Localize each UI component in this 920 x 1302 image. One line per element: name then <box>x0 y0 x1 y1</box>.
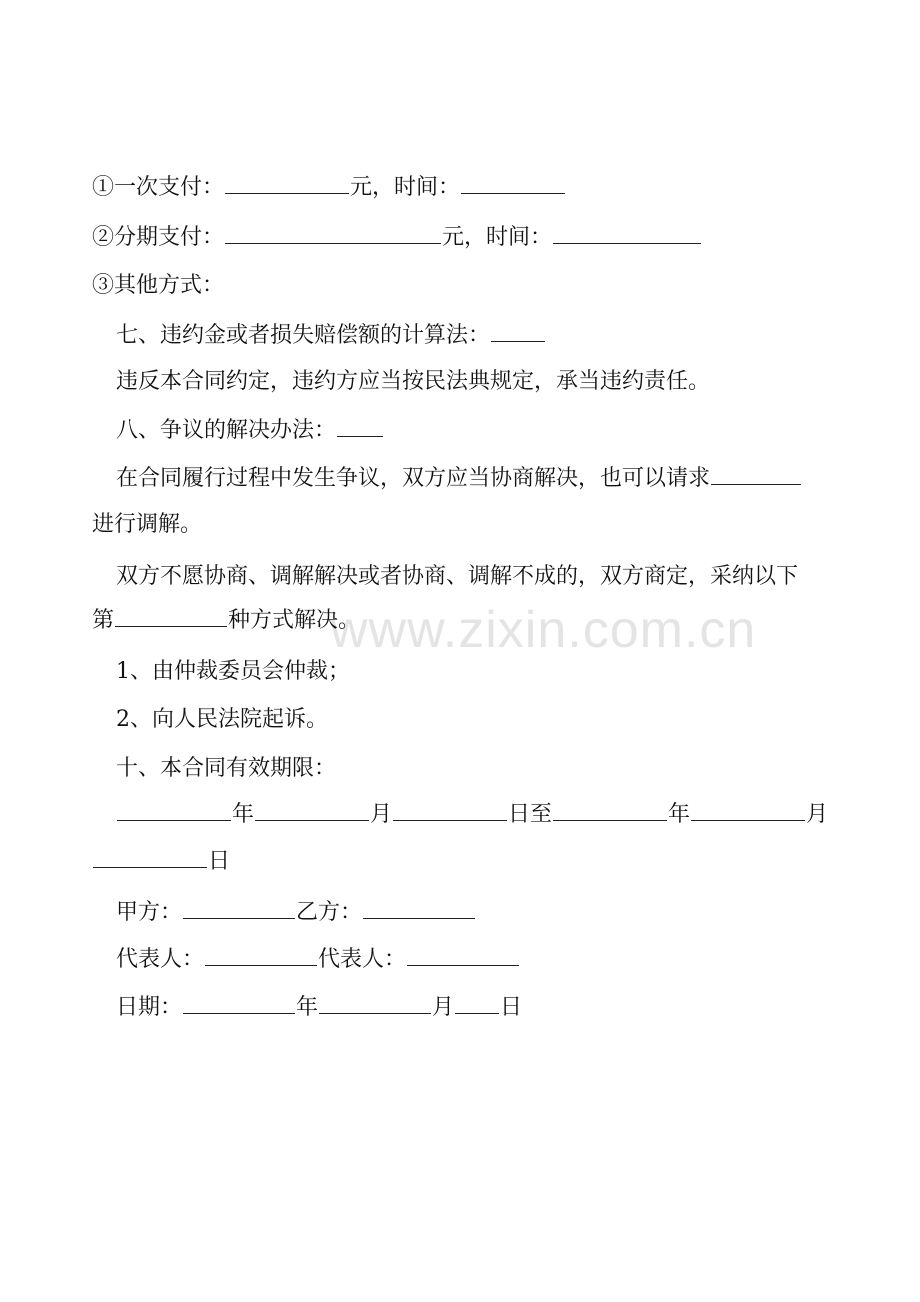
sign-day-field[interactable] <box>455 993 499 1014</box>
section8-mediator-field[interactable] <box>711 464 801 485</box>
section8-option1: 1、由仲裁委员会仲裁； <box>116 659 350 684</box>
end-day-label: 日 <box>208 849 231 874</box>
sign-month-label: 月 <box>432 995 455 1020</box>
payment-once-time-field[interactable] <box>461 173 565 194</box>
section8-choice-field[interactable] <box>115 606 227 627</box>
payment-once-line <box>92 173 840 203</box>
start-day-field[interactable] <box>393 800 507 821</box>
end-year-label: 年 <box>668 802 691 827</box>
start-year-label: 年 <box>232 802 255 827</box>
sign-day-label: 日 <box>500 995 523 1020</box>
signature-date-line <box>116 993 840 1023</box>
payment-once-label: ①一次支付： <box>92 175 225 200</box>
start-month-label: 月 <box>370 802 393 827</box>
section10-heading: 十、本合同有效期限： <box>116 756 337 781</box>
section8-option2-line <box>116 705 840 735</box>
section8-method-field[interactable] <box>337 416 383 437</box>
start-year-field[interactable] <box>117 800 231 821</box>
section8-choice-prefix: 第 <box>92 608 115 633</box>
section7-method-field[interactable] <box>491 321 545 342</box>
party-b-field[interactable] <box>363 898 475 919</box>
payment-once-unit: 元，时间： <box>350 175 461 200</box>
rep-b-label: 代表人： <box>318 947 407 972</box>
payment-installment-unit: 元，时间： <box>442 225 553 250</box>
end-month-label: 月 <box>806 802 829 827</box>
section8-heading: 八、争议的解决办法： <box>116 418 337 443</box>
date-label: 日期： <box>116 995 183 1020</box>
section7-heading: 七、违约金或者损失赔偿额的计算法： <box>116 323 491 348</box>
section8-heading-line <box>116 416 840 446</box>
section7-heading-line <box>116 321 840 351</box>
section8-choice-line <box>116 562 840 592</box>
section8-choice-select-line <box>92 606 840 636</box>
start-day-to-label: 日至 <box>508 802 553 827</box>
payment-installment-line <box>92 223 840 253</box>
party-b-label: 乙方： <box>296 900 363 925</box>
end-year-field[interactable] <box>553 800 667 821</box>
rep-b-field[interactable] <box>407 945 519 966</box>
section8-mediation-line <box>116 464 840 494</box>
watermark: www.zixin.com.cn <box>330 601 757 659</box>
payment-other-line <box>92 271 840 301</box>
party-a-field[interactable] <box>183 898 295 919</box>
parties-line <box>116 898 840 928</box>
sign-year-label: 年 <box>296 995 319 1020</box>
section7-body: 违反本合同约定，违约方应当按民法典规定，承当违约责任。 <box>116 369 711 394</box>
section8-mediation-text: 在合同履行过程中发生争议，双方应当协商解决，也可以请求 <box>116 466 711 491</box>
section10-period-line <box>116 800 840 830</box>
payment-installment-amount-field[interactable] <box>225 223 441 244</box>
representatives-line <box>116 945 840 975</box>
party-a-label: 甲方： <box>116 900 183 925</box>
end-month-field[interactable] <box>691 800 805 821</box>
sign-year-field[interactable] <box>183 993 295 1014</box>
sign-month-field[interactable] <box>319 993 431 1014</box>
section8-choice-suffix: 种方式解决。 <box>228 608 361 633</box>
section10-heading-line <box>116 754 840 784</box>
section10-period-end-line <box>92 847 840 877</box>
section8-choice-text: 双方不愿协商、调解解决或者协商、调解不成的，双方商定，采纳以下 <box>116 564 799 589</box>
section8-option1-line <box>116 657 840 687</box>
payment-installment-time-field[interactable] <box>553 223 701 244</box>
payment-once-amount-field[interactable] <box>225 173 349 194</box>
section8-option2: 2、向人民法院起诉。 <box>116 707 328 732</box>
section8-mediation-end: 进行调解。 <box>92 512 203 537</box>
end-day-field[interactable] <box>93 847 207 868</box>
payment-other-label: ③其他方式： <box>92 273 225 298</box>
rep-a-label: 代表人： <box>116 947 205 972</box>
start-month-field[interactable] <box>255 800 369 821</box>
payment-installment-label: ②分期支付： <box>92 225 225 250</box>
rep-a-field[interactable] <box>205 945 317 966</box>
section8-mediation-end-line <box>92 510 840 540</box>
section7-body-line <box>116 367 840 397</box>
